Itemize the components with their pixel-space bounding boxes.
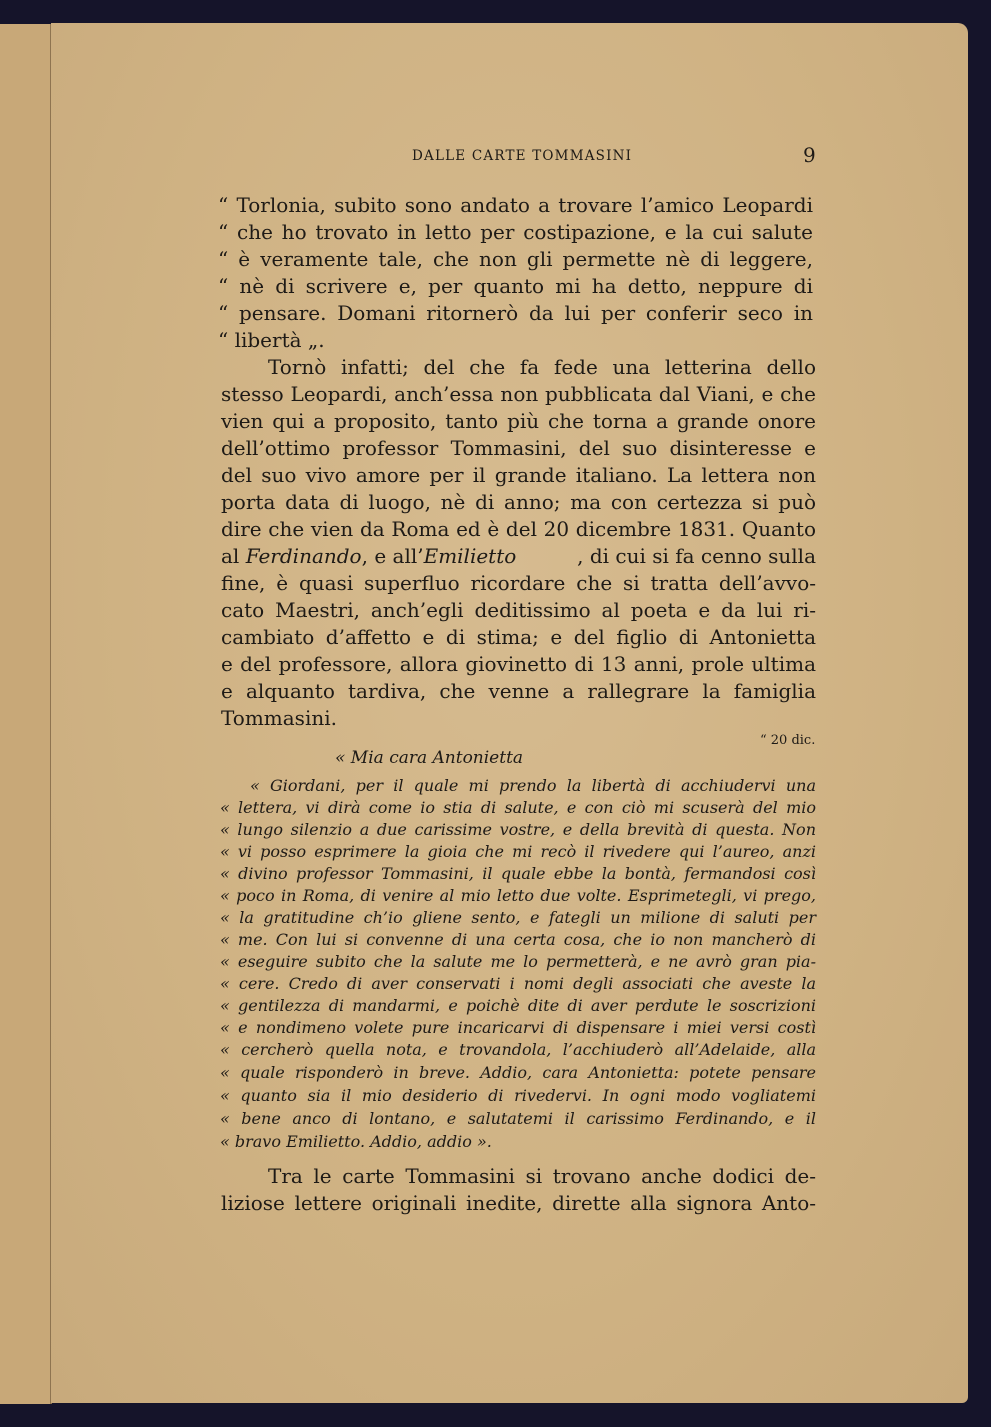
paragraph-line: dire che vien da Roma ed è del 20 dicembre 1831. Quanto bbox=[221, 517, 816, 541]
letter-line: « poco in Roma, di venire al mio letto due volte. Esprimetegli, vi prego, bbox=[220, 886, 816, 905]
paragraph-line: e alquanto tardiva, che venne a rallegrare la famiglia bbox=[221, 679, 816, 703]
paragraph-line: Tommasini. bbox=[221, 706, 337, 730]
paragraph-line: cambiato d’affetto e di stima; e del figlio di Antonietta bbox=[221, 625, 816, 649]
paragraph-line: stesso Leopardi, anch’essa non pubblicata dal Viani, e che bbox=[221, 382, 816, 406]
paragraph-line: Tornò infatti; del che fa fede una letterina dello bbox=[268, 355, 816, 379]
running-header: DALLE CARTE TOMMASINI bbox=[412, 148, 633, 164]
italic-name-emilietto: Emilietto bbox=[423, 544, 517, 568]
letter-line: « lungo silenzio a due carissime vostre, e della brevità di questa. Non bbox=[220, 820, 816, 839]
quoted-line: “ è veramente tale, che non gli permette nè di leggere, bbox=[218, 247, 813, 271]
paragraph-line: porta data di luogo, nè di anno; ma con certezza si può bbox=[221, 490, 816, 514]
letter-line: « quanto sia il mio desiderio di rivedervi. In ogni modo vogliatemi bbox=[220, 1086, 816, 1105]
text-run: , di cui si fa cenno sulla bbox=[577, 544, 816, 568]
paragraph-line: cato Maestri, anch’egli deditissimo al poeta e da lui ri- bbox=[221, 598, 816, 622]
text-run: al bbox=[221, 544, 246, 568]
letter-line: « quale risponderò in breve. Addio, cara Antonietta: potete pensare bbox=[220, 1063, 816, 1082]
letter-date: “ 20 dic. bbox=[760, 733, 816, 748]
page-number: 9 bbox=[803, 143, 816, 167]
letter-line: « gentilezza di mandarmi, e poichè dite di aver perdute le soscrizioni bbox=[220, 996, 816, 1015]
italic-name-ferdinando: Ferdinando bbox=[245, 544, 362, 568]
letter-line: « cere. Credo di aver conservati i nomi degli associati che aveste la bbox=[220, 974, 816, 993]
letter-line: « bene anco di lontano, e salutatemi il carissimo Ferdinando, e il bbox=[220, 1109, 816, 1128]
left-page-edge bbox=[0, 24, 52, 1404]
paragraph-line: del suo vivo amore per il grande italiano. La lettera non bbox=[221, 463, 816, 487]
letter-line: « lettera, vi dirà come io stia di salute, e con ciò mi scuserà del mio bbox=[220, 798, 816, 817]
letter-line: « cercherò quella nota, e trovandola, l’acchiuderò all’Adelaide, alla bbox=[220, 1040, 816, 1059]
paragraph-line: liziose lettere originali inedite, dirette alla signora Anto- bbox=[221, 1191, 816, 1215]
letter-line: « e nondimeno volete pure incaricarvi di dispensare i miei versi costì bbox=[220, 1018, 816, 1037]
paragraph-line: vien qui a proposito, tanto più che torna a grande onore bbox=[221, 409, 816, 433]
letter-line: « bravo Emilietto. Addio, addio ». bbox=[220, 1132, 492, 1151]
letter-line: « vi posso esprimere la gioia che mi recò il rivedere qui l’aureo, anzi bbox=[220, 842, 816, 861]
paragraph-line: e del professore, allora giovinetto di 13 anni, prole ultima bbox=[221, 652, 816, 676]
quoted-line: “ nè di scrivere e, per quanto mi ha detto, neppure di bbox=[218, 274, 813, 298]
quoted-line: “ Torlonia, subito sono andato a trovare l’amico Leopardi bbox=[218, 193, 813, 217]
paragraph-line-mixed bbox=[221, 543, 816, 569]
paragraph-line: Tra le carte Tommasini si trovano anche dodici de- bbox=[268, 1164, 816, 1188]
paragraph-line: fine, è quasi superfluo ricordare che si tratta dell’avvo- bbox=[221, 571, 816, 595]
letter-salutation: « Mia cara Antonietta bbox=[335, 748, 524, 768]
text-run: , e all’ bbox=[361, 544, 424, 568]
letter-line: « eseguire subito che la salute me lo permetterà, e ne avrò gran pia- bbox=[220, 952, 816, 971]
letter-line: « divino professor Tommasini, il quale ebbe la bontà, fermandosi così bbox=[220, 864, 816, 883]
letter-line: « me. Con lui si convenne di una certa cosa, che io non mancherò di bbox=[220, 930, 816, 949]
quoted-line: “ che ho trovato in letto per costipazione, e la cui salute bbox=[218, 220, 813, 244]
quoted-line: “ libertà „. bbox=[218, 328, 325, 352]
letter-line: « Giordani, per il quale mi prendo la libertà di acchiudervi una bbox=[250, 776, 816, 795]
quoted-line: “ pensare. Domani ritornerò da lui per conferir seco in bbox=[218, 301, 813, 325]
paragraph-line: dell’ottimo professor Tommasini, del suo disinteresse e bbox=[221, 436, 816, 460]
letter-line: « la gratitudine ch’io gliene sento, e fategli un milione di saluti per bbox=[220, 908, 816, 927]
